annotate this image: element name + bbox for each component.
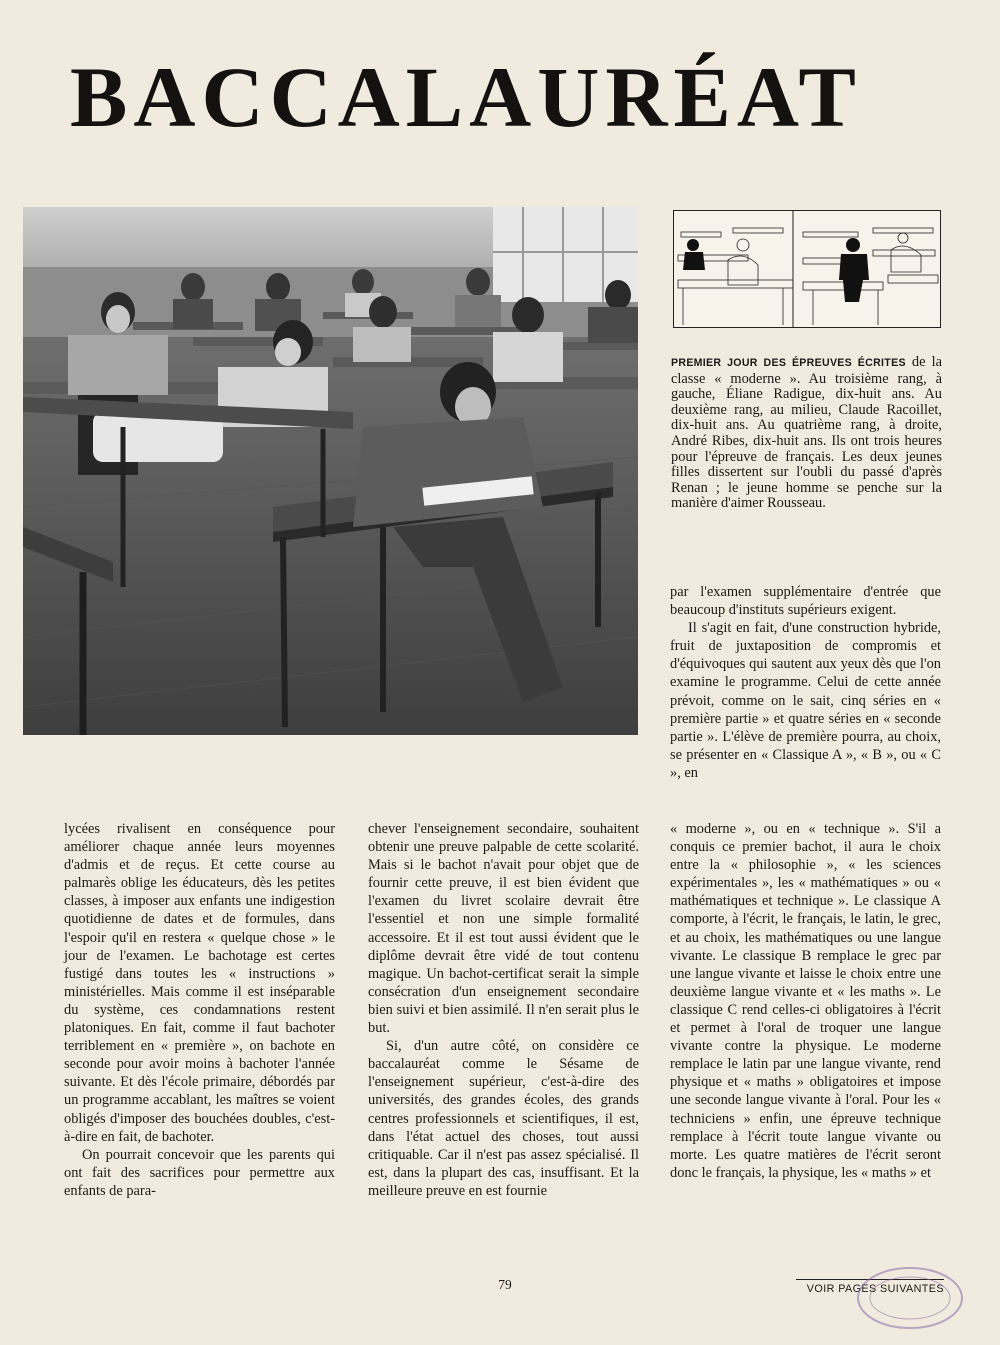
caption-lead: PREMIER JOUR DES ÉPREUVES ÉCRITES [671,357,906,369]
text-column-2 [368,820,639,1200]
paragraph: Si, d'un autre côté, on considère ce baccalauréat comme le Sésame de l'enseignement supérieur, c'est-à-dire des universités, des grandes écoles, des grands centres professionnels et scientifiques, il est, dans l'état actuel des choses, tout aussi critiquable. Car il n'est pas assez spécialisé. Il est, dans la plupart des cas, insuffisant. Et la meilleure preuve en est fournie [368,1038,639,1199]
paragraph: chever l'enseignement secondaire, souhaitent obtenir une preuve palpable de cette scolarité. Mais si le bachot n'avait pour objet que de fournir cette preuve, il est bien évident que l'examen du livret scolaire devrait être l'essentiel et non une simple formalité accessoire. Et il est tout aussi évident que le diplôme devrait être vidé de tout contenu magique. Un bachot-certificat serait la simple consécration d'un enseignement secondaire bien suivi et bien assimilé. Il n'en serait plus le but. [368,821,639,1037]
paragraph: On pourrait concevoir que les parents qui ont fait des sacrifices pour permettre aux enfants de para- [64,1146,335,1199]
photo-caption [671,355,942,512]
page-number: 79 [498,1277,512,1292]
text-column-3-continued [670,820,941,1182]
page-title: BACCALAURÉAT [70,49,862,145]
text-column-1 [64,820,335,1200]
paragraph: Il s'agit en fait, d'une construction hybride, fruit de juxtaposition de compromis et d'équivoques qui sautent aux yeux dès que l'on examine le programme. Celui de cette année prévoit, comme on le sait, cinq séries en « première partie » et quatre séries en « seconde partie ». L'élève de première pourra, au choix, se présenter en « Classique A », « B », ou « C », en [670,620,941,781]
library-stamp [848,1262,966,1332]
caption-text: de la classe « moderne ». Au troisième rang, à gauche, Éliane Radigue, dix-huit ans. Au deuxième rang, au milieu, Claude Racoillet, dix-huit ans. Au quatrième rang, à droite, André Ribes, dix-huit ans. Ils ont trois heures pour l'épreuve de français. Les deux jeunes filles dissertent sur l'oubli du passé d'après Renan ; le jeune homme se penche sur la manière d'aimer Rousseau. [671,354,942,512]
paragraph: « moderne », ou en « technique ». S'il a conquis ce premier bachot, il aura le choix entre la « philosophie », « les sciences expérimentales », les « mathématiques » ou « mathématiques et technique ». Le classique A comporte, à l'écrit, le français, le latin, le grec, et au choix, les mathématiques ou une langue vivante. Le classique B remplace le grec par une langue vivante et laisse le choix entre une deuxième langue vivante et « les maths ». Le classique C rend celles-ci obligatoires à l'écrit et permet à l'oral de troquer une langue vivante contre la physique. Le moderne remplace le latin par une langue vivante, rend physique et « maths » obligatoires et impose une seconde langue vivante à l'oral. Pour les « techniciens » enfin, une épreuve technique remplace à l'écrit toute langue vivante ou morte. Les quatre matières de l'écrit seront donc le français, la physique, les « maths » et [670,821,941,1181]
paragraph: par l'examen supplémentaire d'entrée que beaucoup d'instituts supérieurs exigent. [670,584,941,619]
next-pages-link[interactable]: VOIR PAGES SUIVANTES [796,1279,944,1295]
text-column-3 [670,583,941,782]
seating-diagram [673,210,941,328]
paragraph: lycées rivalisent en conséquence pour améliorer chaque année leurs moyennes d'admis et de reçus. Et cette course au palmarès oblige les éducateurs, dès les petites classes, à imposer aux enfants une indigestion quotidienne de dates et de formules, dans l'espoir qu'il en restera « quelque chose » le jour de l'examen. Le bachotage est certes fustigé dans toutes les « instructions » ministérielles. Mais comme il est inséparable du système, ces condamnations restent platoniques. En fait, comme il faut bachoter terriblement en « première », on bachote en seconde pour avoir moins à bachoter l'année suivante. Et dès l'école primaire, débordés par un programme accablant, les maîtres se voient obligés d'imposer des bouchées doubles, c'est-à-dire en fait, de bachoter. [64,821,335,1145]
classroom-photo [23,207,638,735]
